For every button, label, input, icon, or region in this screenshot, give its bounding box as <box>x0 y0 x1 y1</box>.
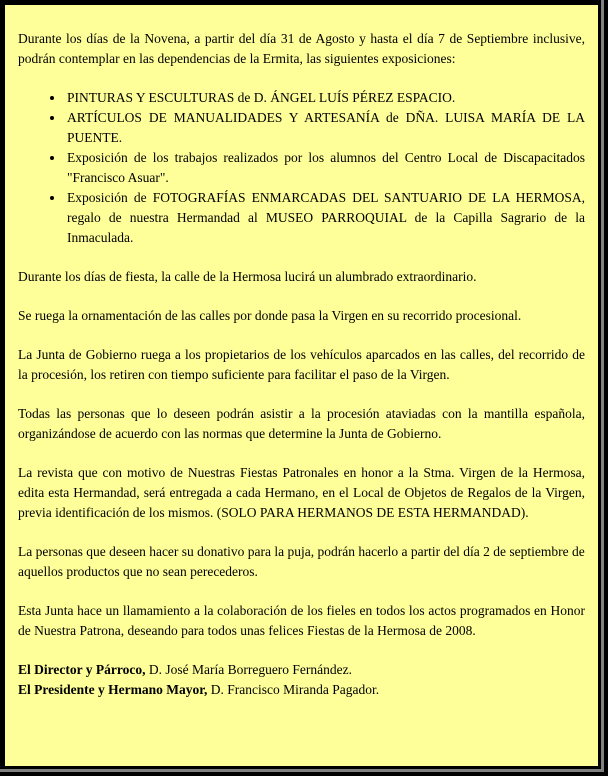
signature-director-role: El Director y Párroco, <box>18 662 146 677</box>
paragraph-magazine: La revista que con motivo de Nuestras Fiestas Patronales en honor a la Stma. Virgen de la Hermosa, edita esta Hermandad, será entregada a cada Hermano, en el Local de Objetos de Regalos de la Virgen, previa identificación de los mismos. (SOLO PARA HERMANOS DE ESTA HERMANDAD). <box>18 465 585 520</box>
paragraph-street-decoration: Se ruega la ornamentación de las calles por donde pasa la Virgen en su recorrido procesional. <box>18 308 522 323</box>
paragraph-closing: Esta Junta hace un llamamiento a la colaboración de los fieles en todos los actos programados en Honor de Nuestra Patrona, deseando para todos unas felices Fiestas de la Hermosa de 2008. <box>18 603 585 638</box>
signature-president <box>18 680 585 700</box>
intro-paragraph: Durante los días de la Novena, a partir del día 31 de Agosto y hasta el día 7 de Septiembre inclusive, podrán contemplar en las dependencias de la Ermita, las siguientes exposiciones: <box>18 31 585 66</box>
list-item: • ARTÍCULOS DE MANUALIDADES Y ARTESANÍA de DÑA. LUISA MARÍA DE LA PUENTE. <box>65 108 585 148</box>
paragraph-parked-vehicles: La Junta de Gobierno ruega a los propietarios de los vehículos aparcados en las calles, del recorrido de la procesión, los retiren con tiempo suficiente para facilitar el paso de la Virgen. <box>18 347 585 382</box>
paragraph-donations: La personas que deseen hacer su donativo para la puja, podrán hacerlo a partir del día 2 de septiembre de aquellos productos que no sean perecederos. <box>18 544 585 579</box>
paragraph-mantilla: Todas las personas que lo deseen podrán asistir a la procesión ataviadas con la mantilla española, organizándose de acuerdo con las normas que determine la Junta de Gobierno. <box>18 406 585 441</box>
list-item: • Exposición de FOTOGRAFÍAS ENMARCADAS DEL SANTUARIO DE LA HERMOSA, regalo de nuestra Hermandad al MUSEO PARROQUIAL de la Capilla Sagrario de la Inmaculada. <box>65 188 585 248</box>
list-item: • PINTURAS Y ESCULTURAS de D. ÁNGEL LUÍS PÉREZ ESPACIO. <box>65 88 585 108</box>
paragraph-lighting: Durante los días de fiesta, la calle de la Hermosa lucirá un alumbrado extraordinario. <box>18 269 477 284</box>
signature-president-role: El Presidente y Hermano Mayor, <box>18 682 208 697</box>
signature-director <box>18 660 585 680</box>
list-item: • Exposición de los trabajos realizados por los alumnos del Centro Local de Discapacitados "Francisco Asuar". <box>65 148 585 188</box>
exhibition-list <box>18 88 585 248</box>
signature-president-name: D. Francisco Miranda Pagador. <box>210 682 380 697</box>
signature-director-name: D. José María Borreguero Fernández. <box>148 662 353 677</box>
